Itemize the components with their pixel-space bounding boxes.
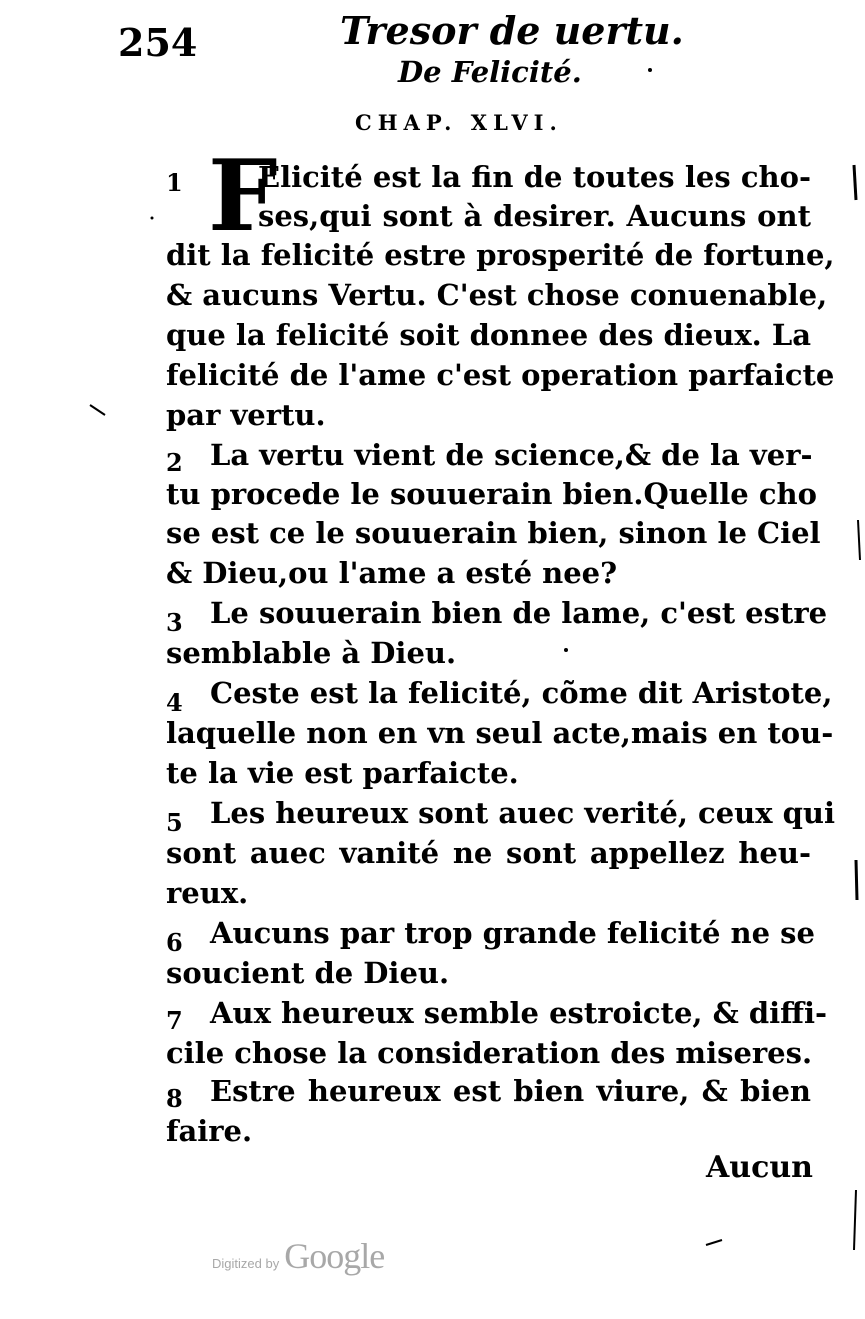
text-line: felicité de l'ame c'est operation parfaicte bbox=[166, 358, 835, 392]
text-line: te la vie est parfaicte. bbox=[166, 756, 519, 790]
paragraph-number: 4 bbox=[166, 688, 183, 717]
text-line: Aucuns par trop grande felicité ne se bbox=[210, 916, 815, 950]
paragraph-number: 3 bbox=[166, 608, 183, 637]
text-line: faire. bbox=[166, 1114, 253, 1148]
paragraph-number: 5 bbox=[166, 808, 183, 837]
watermark-prefix: Digitized by bbox=[212, 1256, 280, 1271]
text-line: & aucuns Vertu. C'est chose conuenable, bbox=[166, 278, 828, 312]
text-line: sont auec vanité ne sont appellez heu- bbox=[166, 836, 811, 870]
text-line: tu procede le souuerain bien.Quelle cho bbox=[166, 477, 817, 511]
text-line: par vertu. bbox=[166, 398, 326, 432]
text-line: cile chose la consideration des miseres. bbox=[166, 1036, 813, 1070]
paragraph-number: 1 bbox=[166, 168, 183, 197]
text-line: Ceste est la felicité, cõme dit Aristote, bbox=[210, 676, 833, 710]
text-line: soucient de Dieu. bbox=[166, 956, 450, 990]
section-subtitle: De Felicité. bbox=[398, 55, 582, 89]
text-line: ses,qui sont à desirer. Aucuns ont bbox=[258, 199, 811, 233]
text-line: Estre heureux est bien viure, & bien bbox=[210, 1074, 811, 1108]
text-line: dit la felicité estre prosperité de fortune, bbox=[166, 238, 835, 272]
text-line: & Dieu,ou l'ame a esté nee? bbox=[166, 556, 618, 590]
page-number: 254 bbox=[118, 20, 198, 65]
text-line: reux. bbox=[166, 876, 249, 910]
edge-mark bbox=[854, 1190, 856, 1250]
paragraph-number: 8 bbox=[166, 1084, 183, 1113]
text-line: Elicité est la fin de toutes les cho- bbox=[258, 160, 811, 194]
text-line: Les heureux sont auec verité, ceux qui bbox=[210, 796, 836, 830]
text-line: Le souuerain bien de lame, c'est estre bbox=[210, 596, 828, 630]
paragraph-number: 2 bbox=[166, 448, 183, 477]
paragraph-number: 6 bbox=[166, 928, 183, 957]
paragraph-number: 7 bbox=[166, 1006, 183, 1035]
speck bbox=[564, 648, 568, 652]
speck bbox=[151, 217, 154, 220]
speck bbox=[648, 68, 652, 72]
text-line: Aux heureux semble estroicte, & diffi- bbox=[210, 996, 828, 1030]
speck bbox=[706, 1240, 722, 1245]
watermark-brand: Google bbox=[284, 1236, 385, 1276]
text-line: La vertu vient de science,& de la ver- bbox=[210, 438, 813, 472]
speck bbox=[90, 405, 105, 415]
edge-mark bbox=[854, 165, 856, 200]
edge-mark bbox=[856, 860, 857, 900]
edge-mark bbox=[858, 520, 860, 560]
drop-cap: F bbox=[208, 139, 278, 254]
catchword: Aucun bbox=[706, 1150, 813, 1185]
running-title: Tresor de uertu. bbox=[340, 8, 684, 53]
text-line: laquelle non en vn seul acte,mais en tou- bbox=[166, 716, 834, 750]
text-line: se est ce le souuerain bien, sinon le Ciel bbox=[166, 516, 821, 550]
text-line: que la felicité soit donnee des dieux. La bbox=[166, 318, 811, 352]
chapter-heading: CHAP. XLVI. bbox=[355, 110, 563, 135]
text-line: semblable à Dieu. bbox=[166, 636, 457, 670]
